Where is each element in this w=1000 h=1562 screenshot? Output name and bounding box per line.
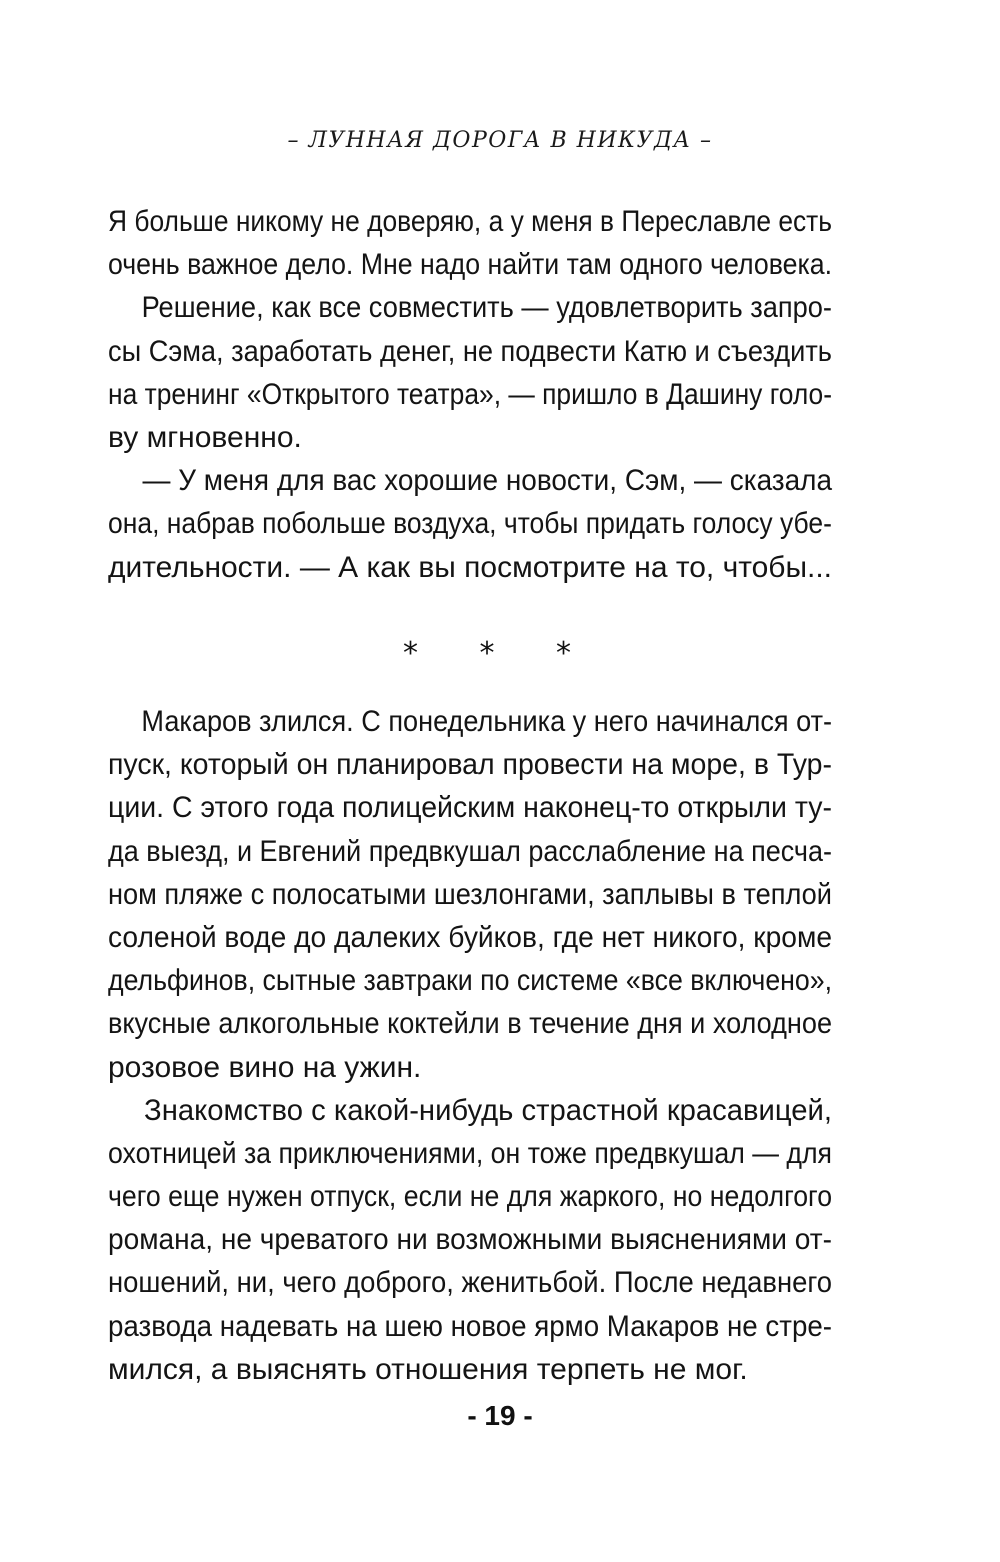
text-line: — У меня для вас хорошие новости, Сэм, — сказала xyxy=(142,464,833,498)
text-block-1 xyxy=(108,200,832,589)
text-line: она, набрав побольше воздуха, чтобы придать голосу убе- xyxy=(108,507,832,541)
text-line: на тренинг «Открытого театра», — пришло в Дашину голо- xyxy=(108,377,833,411)
text-line: сы Сэма, заработать денег, не подвести Катю и съездить xyxy=(108,334,832,368)
text-line: развода надевать на шею новое ярмо Макаров не стре- xyxy=(108,1309,833,1343)
text-line: ву мгновенно. xyxy=(108,420,302,454)
text-line: романа, не чреватого ни возможными выяснениями от- xyxy=(108,1223,832,1257)
text-line: ции. С этого года полицейским наконец-то открыли ту- xyxy=(108,791,833,825)
text-line: дительности. — А как вы посмотрите на то, чтобы... xyxy=(108,550,832,584)
text-line: Макаров злился. С понедельника у него начинался от- xyxy=(141,705,833,738)
text-line: дельфинов, сытные завтраки по системе «все включено», xyxy=(108,964,833,998)
page-number: - 19 - xyxy=(467,1400,533,1431)
text-line: Решение, как все совместить — удовлетворить запро- xyxy=(141,291,832,325)
text-line: да выезд, и Евгений предвкушал расслабление на песча- xyxy=(108,834,832,868)
text-line: мился, а выяснять отношения терпеть не мог. xyxy=(108,1352,748,1386)
text-line: пуск, который он планировал провести на море, в Тур- xyxy=(108,748,832,782)
text-line: Я больше никому не доверяю, а у меня в Переславле есть xyxy=(108,205,832,238)
running-header: – ЛУННАЯ ДОРОГА В НИКУДА – xyxy=(287,128,713,153)
text-line: ном пляже с полосатыми шезлонгами, заплывы в теплой xyxy=(108,877,832,911)
text-line: ношений, ни, чего доброго, женитьбой. После недавнего xyxy=(108,1266,832,1300)
text-line: вкусные алкогольные коктейли в течение дня и холодное xyxy=(108,1007,833,1041)
text-block-2 xyxy=(108,700,832,1391)
text-line: розовое вино на ужин. xyxy=(108,1050,422,1084)
section-separator: * * * xyxy=(402,636,598,671)
text-line: очень важное дело. Мне надо найти там одного человека. xyxy=(108,248,833,282)
text-line: соленой воде до далеких буйков, где нет никого, кроме xyxy=(108,920,833,954)
text-line: охотницей за приключениями, он тоже предвкушал — для xyxy=(108,1136,833,1170)
text-line: чего еще нужен отпуск, если не для жаркого, но недолгого xyxy=(108,1180,833,1214)
text-line: Знакомство с какой-нибудь страстной красавицей, xyxy=(144,1093,832,1127)
